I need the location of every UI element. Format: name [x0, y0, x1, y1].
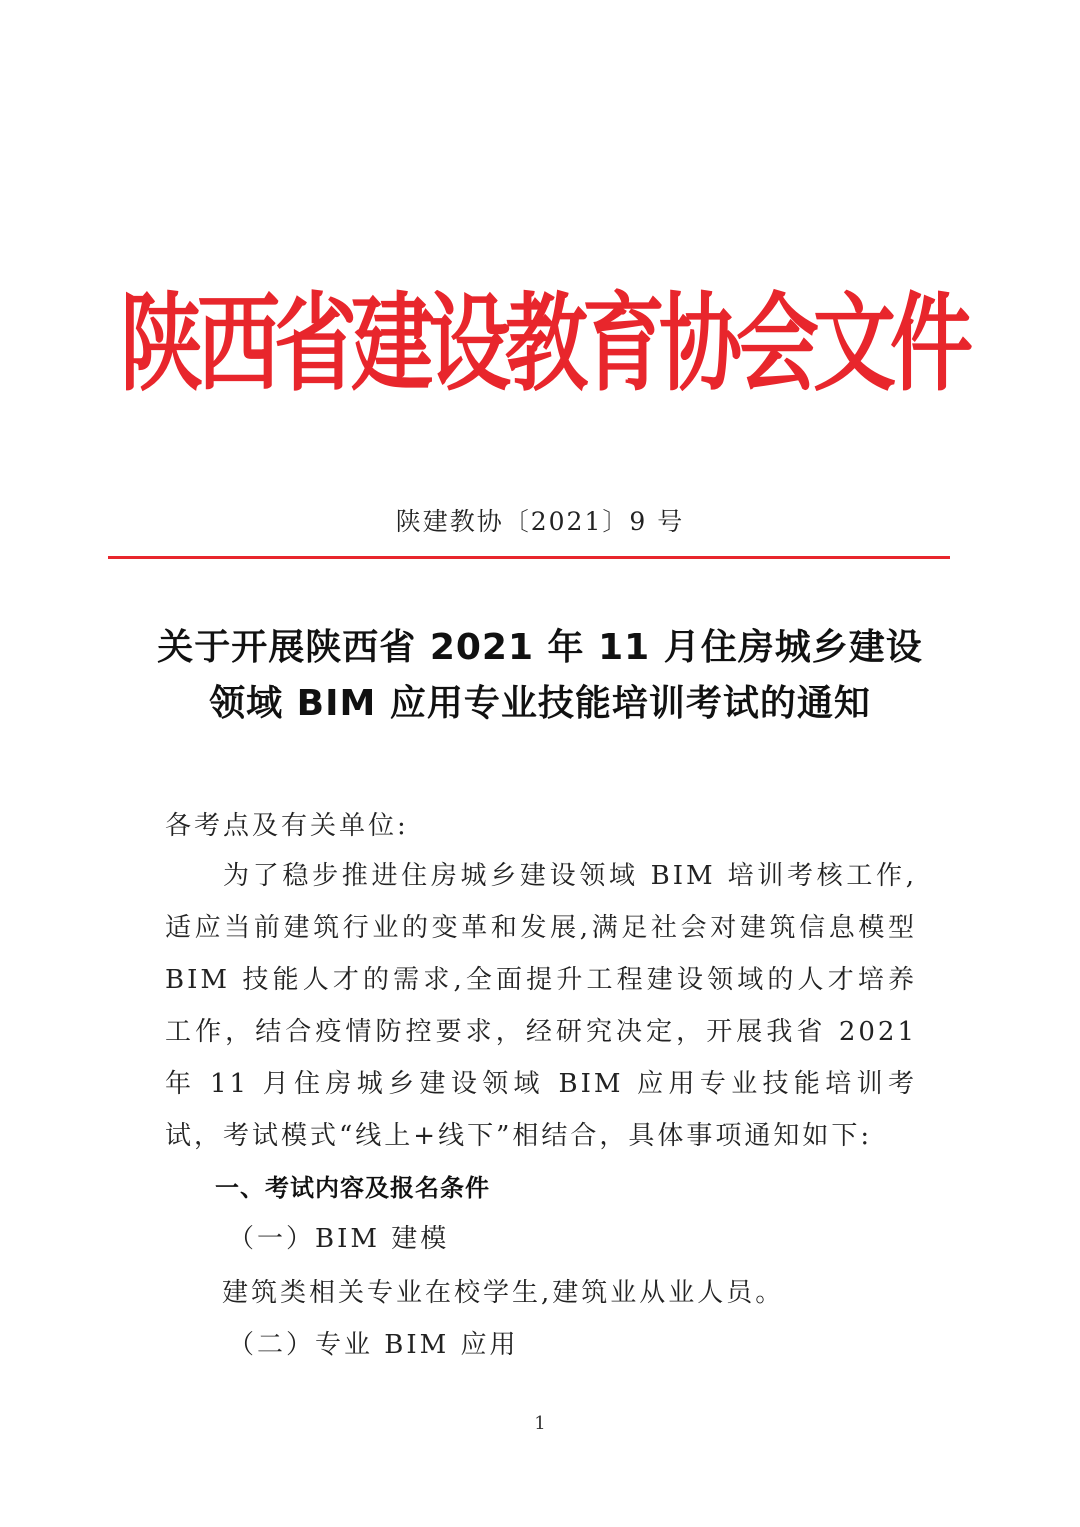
subsection-heading-2: （二）专业 BIM 应用 [228, 1330, 519, 1360]
red-divider [108, 556, 950, 559]
document-number: 陕建教协〔2021〕9 号 [395, 507, 685, 536]
notice-title [150, 620, 930, 732]
notice-title-line-1: 关于开展陕西省 2021 年 11 月住房城乡建设 [157, 627, 923, 668]
section-heading-1: 一、考试内容及报名条件 [215, 1174, 490, 1202]
subsection-text-1: 建筑类相关专业在校学生,建筑业从业人员。 [222, 1278, 785, 1308]
notice-title-line-2: 领域 BIM 应用专业技能培训考试的通知 [209, 683, 871, 724]
subsection-heading-1: （一）BIM 建模 [228, 1224, 450, 1254]
page-number: 1 [534, 1413, 546, 1434]
masthead-title: 陕西省建设教育协会文件 [120, 282, 967, 407]
salutation: 各考点及有关单位: [165, 811, 409, 841]
intro-paragraph: 为了稳步推进住房城乡建设领域 BIM 培训考核工作,适应当前建筑行业的变革和发展,满足社会对建筑信息模型 BIM 技能人才的需求,全面提升工程建设领域的人才培养工作，结合疫情防控要求，经研究决定，开展我省 2021 年 11 月住房城乡建设领域 BIM 应用专业技能培训考试，考试模式“线上+线下”相结合，具体事项通知如下: [165, 861, 917, 1151]
